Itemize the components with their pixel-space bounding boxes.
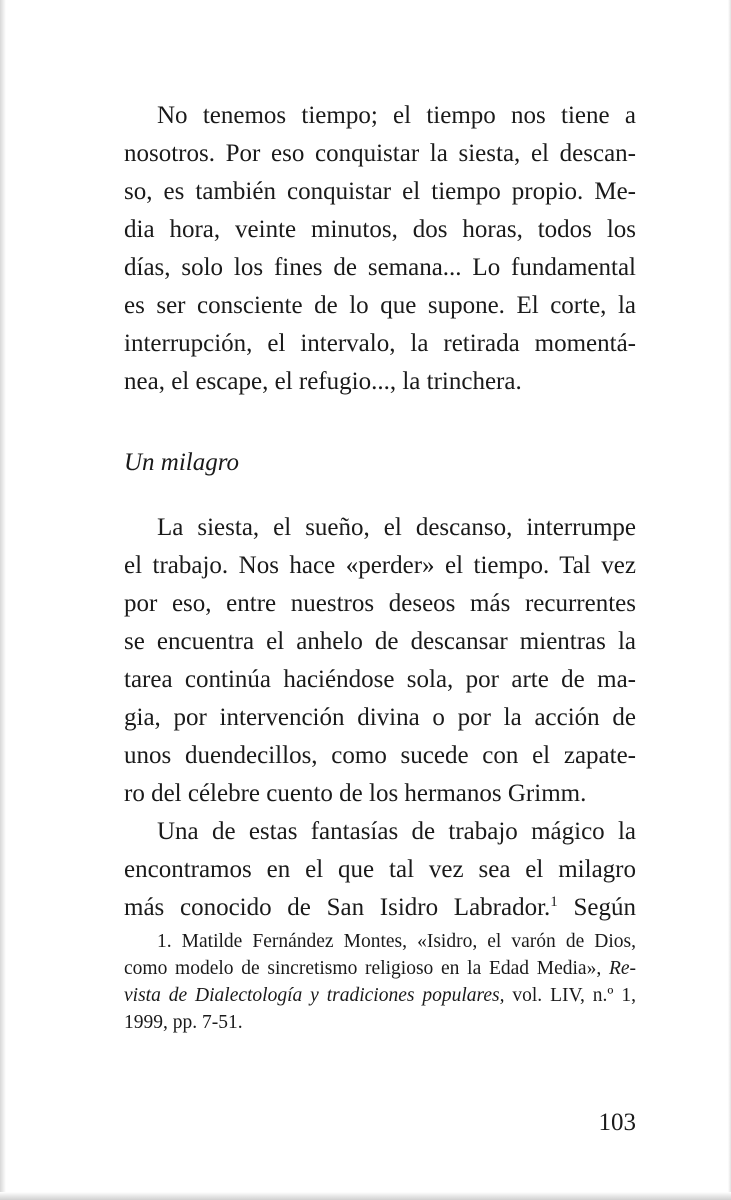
section-heading: Un milagro [124,449,240,476]
text-line: encontramos en el que tal vez sea el milagro [124,856,636,883]
footnote-line: 1. Matilde Fernández Montes, «Isidro, el varón de Dios, [157,931,636,952]
paragraph-2 [124,509,636,927]
footnote-line [124,955,636,982]
text-line: por eso, entre nuestros deseos más recurrentes [124,590,636,617]
text-fragment: Según [573,894,636,921]
text-line: unos duendecillos, como sucede con el zapate- [124,742,636,769]
footnote-text: como modelo de sincretismo religioso en la Edad Media», [124,958,609,979]
footnote-reference: 1 [550,894,558,910]
paragraph-1 [124,97,636,401]
text-line: Una de estas fantasías de trabajo mágico la [157,818,636,845]
page-number: 103 [598,1109,636,1136]
page-edge-shadow-bottom [0,1192,731,1200]
footnote-italic-title: Re- [608,958,636,979]
text-line: No tenemos tiempo; el tiempo nos tiene a [157,102,636,129]
footnote-line: 1999, pp. 7-51. [124,1012,243,1033]
footnote [124,928,636,1036]
page-edge-shadow-left [0,0,6,1200]
text-line: se encuentra el anhelo de descansar mientras la [124,628,636,655]
text-line: ro del célebre cuento de los hermanos Grimm. [124,780,587,807]
text-line: días, solo los fines de semana... Lo fundamental [124,254,636,281]
text-line: interrupción, el intervalo, la retirada momentá- [124,330,636,357]
text-fragment: más conocido de San Isidro Labrador. [124,894,551,921]
text-line: el trabajo. Nos hace «perder» el tiempo. Tal vez [124,552,636,579]
text-line: gia, por intervención divina o por la acción de [124,704,636,731]
footnote-text: vol. LIV, n.º 1, [504,985,636,1006]
text-line: nosotros. Por eso conquistar la siesta, el descan- [124,140,636,167]
text-line: dia hora, veinte minutos, dos horas, todos los [124,216,636,243]
footnote-italic-title: vista de Dialectología y tradiciones populares, [124,985,505,1006]
footnote-line [124,982,636,1009]
text-line: es ser consciente de lo que supone. El corte, la [124,292,636,319]
text-line: so, es también conquistar el tiempo propio. Me- [124,178,636,205]
text-line: tarea continúa haciéndose sola, por arte de ma- [124,666,636,693]
text-line-with-footnote-mark [124,889,636,927]
text-line: La siesta, el sueño, el descanso, interrumpe [157,514,636,541]
text-line: nea, el escape, el refugio..., la trinchera. [124,368,522,395]
